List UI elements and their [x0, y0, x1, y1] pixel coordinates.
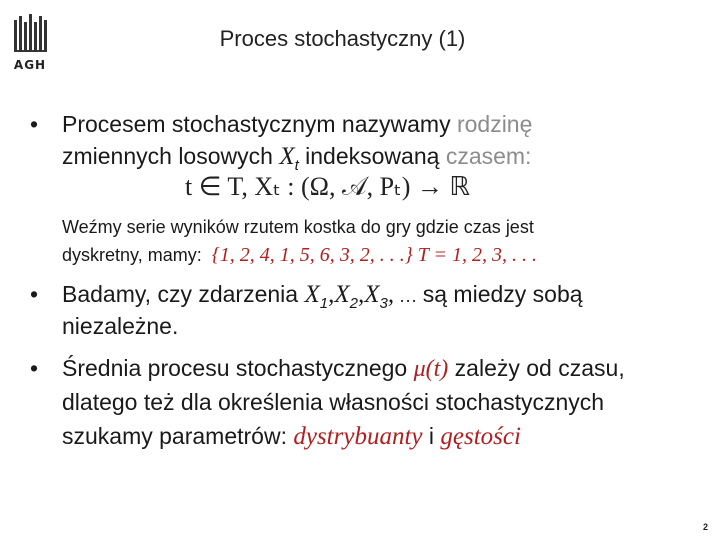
bullet-1-variable: X: [279, 143, 295, 170]
bullet-dot: •: [30, 355, 39, 381]
bullet-3-text-i: i: [422, 423, 441, 449]
bullet-1-text-a: Procesem stochastycznym nazywamy: [62, 111, 457, 137]
formula: t ∈ T, Xₜ : (Ω, 𝒜, Pₜ) → ℝ: [185, 172, 470, 201]
slide-title: Proces stochastyczny (1): [219, 26, 466, 51]
bullet-3-text-c: szukamy parametrów:: [62, 423, 294, 449]
bullet-2-x2-subscript: 2: [349, 295, 358, 312]
bullet-2-text-b: są miedzy sobą: [416, 281, 583, 307]
bullet-3-line-2: dlatego też dla określenia własności stochastycznych: [62, 389, 605, 415]
bullet-3-gestosci: gęstości: [440, 423, 521, 450]
example-sequence: {1, 2, 4, 1, 5, 6, 3, 2, . . .} T = 1, 2, 3, . . .: [211, 244, 537, 266]
bullet-3-text-b: zależy od czasu,: [448, 355, 625, 381]
example-prefix: dyskretny, mamy:: [62, 245, 202, 265]
bullet-3-dystrybuanty: dystrybuanty: [293, 423, 423, 450]
bullet-dot: •: [30, 111, 39, 137]
bullet-3-line-1: [62, 352, 625, 385]
bullet-2-ellipsis: …: [400, 286, 417, 306]
bullet-2-x1: X: [304, 281, 320, 308]
bullet-1-variable-subscript: t: [294, 157, 299, 174]
bullet-2-x3: X: [364, 281, 380, 308]
example-line-2: [62, 242, 537, 268]
bullet-dot: •: [30, 281, 39, 307]
bullet-2-x1-subscript: 1: [319, 295, 329, 312]
bullet-3-line-3: [62, 420, 521, 453]
bullet-2-line-2: niezależne.: [62, 313, 179, 339]
logo-text: AGH: [13, 58, 47, 72]
bullet-1-line-1: [62, 108, 532, 140]
example-line-1: Weźmy serie wyników rzutem kostka do gry gdzie czas jest: [62, 217, 534, 237]
bullet-3-text-a: Średnia procesu stochastycznego: [62, 355, 414, 381]
bullet-2-text-a: Badamy, czy zdarzenia: [62, 281, 305, 307]
bullet-1-text-c: indeksowaną: [298, 143, 446, 169]
bullet-1-rodzine: rodzinę: [456, 111, 533, 137]
bullet-2-x2: X: [334, 281, 350, 308]
bullet-2-line-1: Badamy, czy zdarzenia $X_1,X_2,X_3$, … są miedzy sobą: [62, 281, 583, 312]
bullet-3-mu: μ(t): [413, 356, 449, 382]
page-number: 2: [702, 522, 708, 532]
bullet-1-text-b: zmiennych losowych: [62, 143, 280, 169]
bullet-1-czasem: czasem:: [445, 143, 532, 169]
bullet-2-x3-subscript: 3: [379, 295, 388, 312]
